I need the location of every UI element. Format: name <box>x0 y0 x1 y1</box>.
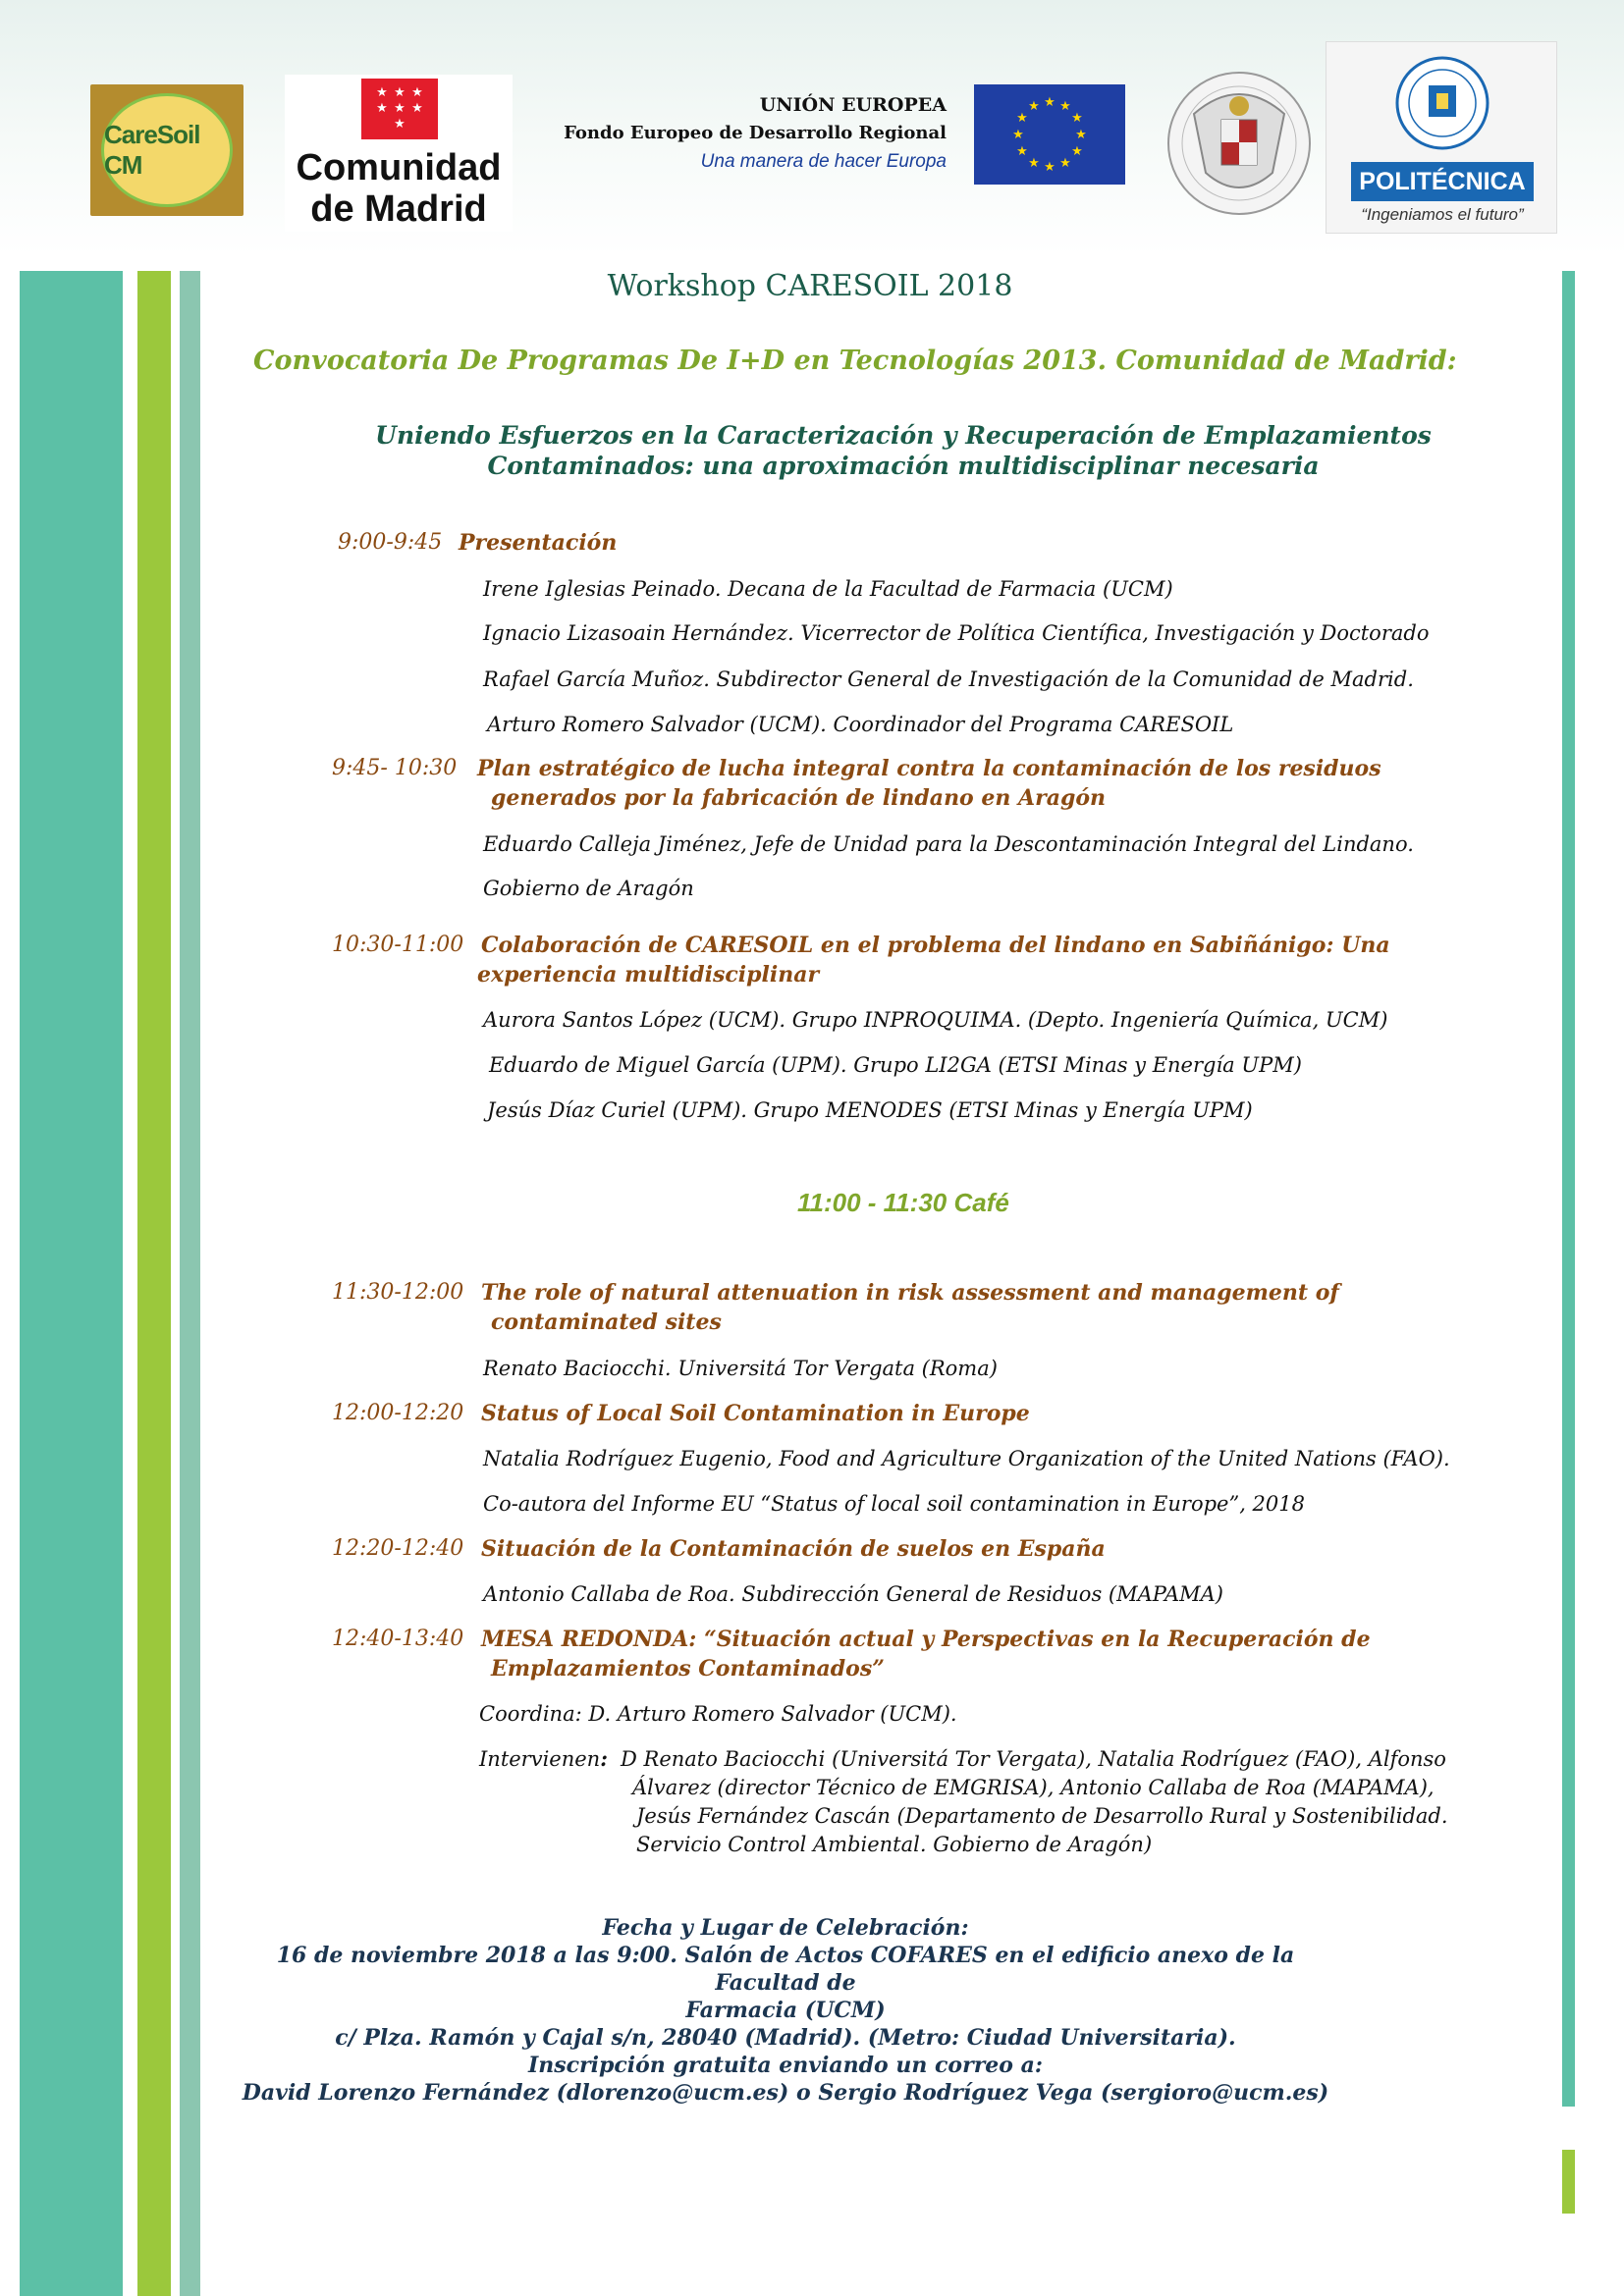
eu-name: UNIÓN EUROPEA <box>759 94 947 116</box>
session-5-time: 12:00-12:20 <box>332 1401 464 1425</box>
eu-fund-name: Fondo Europeo de Desarrollo Regional <box>564 123 947 143</box>
speaker-line: Natalia Rodríguez Eugenio, Food and Agriculture Organization of the United Nations (FAO). <box>483 1447 1450 1470</box>
svg-text:★: ★ <box>1028 99 1040 114</box>
speaker-line: Co-autora del Informe EU “Status of local soil contamination in Europe”, 2018 <box>483 1492 1305 1516</box>
upm-name: POLITÉCNICA <box>1351 162 1534 201</box>
svg-text:★: ★ <box>1059 156 1071 171</box>
session-2-title-line2: generados por la fabricación de lindano en Aragón <box>491 785 1107 811</box>
session-2-time: 9:45- 10:30 <box>332 756 458 780</box>
session-4-time: 11:30-12:00 <box>332 1280 464 1305</box>
intervienen-line: Servicio Control Ambiental. Gobierno de Aragón) <box>636 1833 1153 1856</box>
speaker-line: Ignacio Lizasoain Hernández. Vicerrector de Política Científica, Investigación y Doctorado <box>483 621 1430 645</box>
right-teal-bar <box>1562 271 1575 2107</box>
coffee-break: 11:00 - 11:30 Café <box>797 1188 1009 1217</box>
caresoil-logo-text: CareSoil CM <box>104 120 200 180</box>
speaker-line: Gobierno de Aragón <box>483 877 694 900</box>
session-7-title-line2: Emplazamientos Contaminados” <box>491 1656 885 1682</box>
svg-text:★: ★ <box>1071 144 1083 159</box>
session-3-title-line1: Colaboración de CARESOIL en el problema del lindano en Sabiñánigo: Una <box>481 933 1390 958</box>
speaker-line: Aurora Santos López (UCM). Grupo INPROQUIMA. (Depto. Ingeniería Química, UCM) <box>483 1008 1388 1032</box>
svg-text:★: ★ <box>1059 99 1071 114</box>
footer-date-place: 16 de noviembre 2018 a las 9:00. Salón de Actos COFARES en el edificio anexo de la Facultad de <box>276 1943 1295 1996</box>
intervienen-line: D Renato Baciocchi (Universitá Tor Vergata), Natalia Rodríguez (FAO), Alfonso <box>621 1747 1446 1771</box>
speaker-line: Irene Iglesias Peinado. Decana de la Facultad de Farmacia (UCM) <box>483 577 1173 601</box>
intervienen-colon: : <box>600 1746 608 1771</box>
speaker-line: Rafael García Muñoz. Subdirector General de Investigación de la Comunidad de Madrid. <box>483 667 1414 691</box>
project-title-line1: Uniendo Esfuerzos en la Caracterización y Recuperación de Emplazamientos <box>375 421 1432 450</box>
eu-flag-icon <box>974 84 1125 185</box>
session-4-title-line2: contaminated sites <box>491 1309 722 1335</box>
speaker-line: Arturo Romero Salvador (UCM). Coordinador del Programa CARESOIL <box>487 713 1234 736</box>
intervienen-label: Intervienen: <box>479 1746 608 1771</box>
session-2-title-line1: Plan estratégico de lucha integral contra la contaminación de los residuos <box>477 756 1381 781</box>
svg-text:★: ★ <box>1012 128 1024 142</box>
footer-faculty: Farmacia (UCM) <box>685 1998 886 2023</box>
session-3-title-line2: experiencia multidisciplinar <box>477 962 820 988</box>
comunidad-madrid-logo <box>285 75 513 232</box>
svg-text:★: ★ <box>1044 95 1056 110</box>
right-lime-bar <box>1562 2150 1575 2214</box>
intervienen-line: Jesús Fernández Cascán (Departamento de Desarrollo Rural y Sostenibilidad. <box>636 1804 1448 1828</box>
left-lime-bar <box>137 271 171 2296</box>
session-1-time: 9:00-9:45 <box>338 530 443 555</box>
svg-text:★: ★ <box>1044 160 1056 175</box>
session-5-title: Status of Local Soil Contamination in Europe <box>481 1401 1030 1426</box>
coordina-line <box>479 1699 957 1729</box>
upm-tagline: “Ingeniamos el futuro” <box>1361 205 1524 224</box>
footer-contacts: David Lorenzo Fernández (dlorenzo@ucm.es) o Sergio Rodríguez Vega (sergioro@ucm.es) <box>242 2080 1329 2106</box>
svg-text:★: ★ <box>1016 144 1028 159</box>
project-title <box>324 420 1483 481</box>
workshop-title: Workshop CARESOIL 2018 <box>607 269 1013 303</box>
svg-text:★: ★ <box>1075 128 1087 142</box>
session-3-time: 10:30-11:00 <box>332 933 464 957</box>
speaker-line: Jesús Díaz Curiel (UPM). Grupo MENODES (ETSI Minas y Energía UPM) <box>487 1098 1253 1122</box>
speaker-line: Antonio Callaba de Roa. Subdirección General de Residuos (MAPAMA) <box>483 1582 1223 1606</box>
coordina-label: Coordina: <box>479 1702 582 1726</box>
madrid-logo-line1: Comunidad <box>296 147 502 188</box>
upm-logo <box>1326 41 1557 234</box>
speaker-line: Renato Baciocchi. Universitá Tor Vergata (Roma) <box>483 1357 998 1380</box>
svg-text:★: ★ <box>1028 156 1040 171</box>
speaker-line: Eduardo de Miguel García (UPM). Grupo LI2GA (ETSI Minas y Energía UPM) <box>489 1053 1302 1077</box>
svg-text:★: ★ <box>1016 111 1028 126</box>
eu-funding-text <box>522 90 947 177</box>
caresoil-logo <box>90 84 244 216</box>
speaker-line: Eduardo Calleja Jiménez, Jefe de Unidad para la Descontaminación Integral del Lindano. <box>483 832 1414 856</box>
ucm-crest-icon <box>1164 55 1314 232</box>
session-7-title-line1: MESA REDONDA: “Situación actual y Perspectivas en la Recuperación de <box>481 1627 1371 1652</box>
left-thin-teal-bar <box>180 271 200 2296</box>
session-4-title-line1: The role of natural attenuation in risk assessment and management of <box>481 1280 1339 1306</box>
svg-text:★: ★ <box>1071 111 1083 126</box>
eu-motto: Una manera de hacer Europa <box>700 151 947 172</box>
footer-heading: Fecha y Lugar de Celebración: <box>602 1915 969 1941</box>
event-info-footer <box>226 1914 1345 2107</box>
intervienen-line: Álvarez (director Técnico de EMGRISA), Antonio Callaba de Roa (MAPAMA), <box>632 1776 1435 1799</box>
coordina-value: D. Arturo Romero Salvador (UCM). <box>588 1702 957 1726</box>
footer-address: c/ Plza. Ramón y Cajal s/n, 28040 (Madrid). (Metro: Ciudad Universitaria). <box>335 2025 1236 2051</box>
convocatoria-title: Convocatoria De Programas De I+D en Tecnologías 2013. Comunidad de Madrid: <box>253 346 1457 376</box>
left-teal-bar <box>20 271 123 2296</box>
footer-registration: Inscripción gratuita enviando un correo a: <box>527 2053 1043 2078</box>
upm-seal-icon <box>1393 50 1491 156</box>
session-6-title: Situación de la Contaminación de suelos en España <box>481 1536 1106 1562</box>
project-title-line2: Contaminados: una aproximación multidisciplinar necesaria <box>487 452 1320 480</box>
session-1-title: Presentación <box>459 530 618 556</box>
madrid-flag-icon: ★ ★ ★ ★ ★ ★ ★ <box>361 79 438 139</box>
session-7-time: 12:40-13:40 <box>332 1627 464 1651</box>
madrid-logo-line2: de Madrid <box>310 188 487 230</box>
session-6-time: 12:20-12:40 <box>332 1536 464 1561</box>
